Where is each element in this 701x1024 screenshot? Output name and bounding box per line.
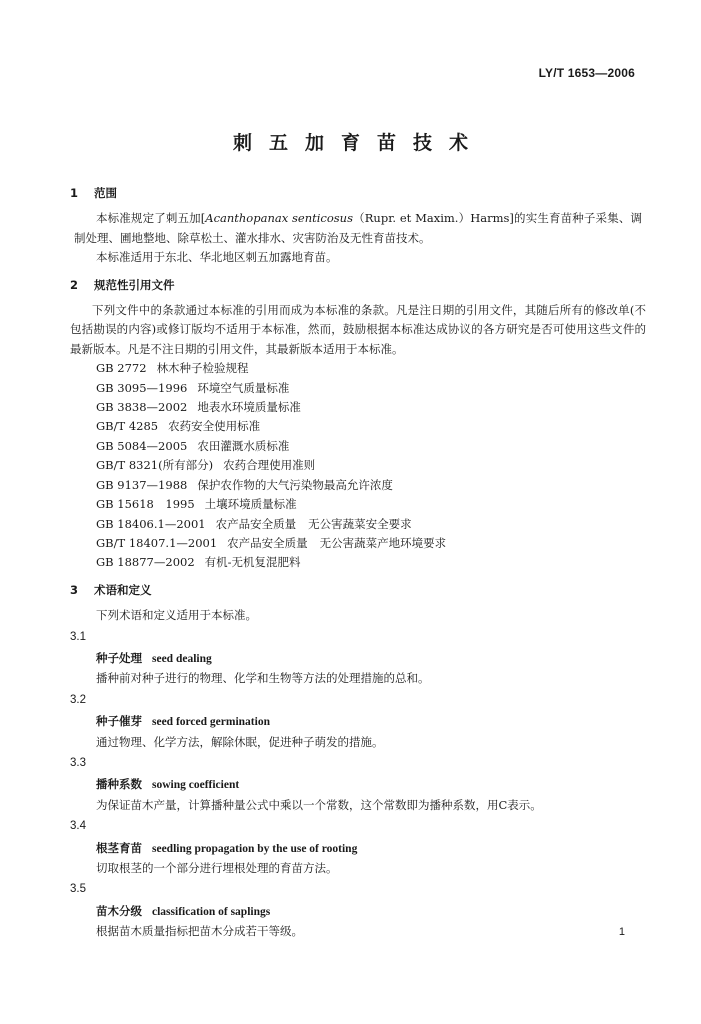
section-title: 规范性引用文件 xyxy=(94,277,175,292)
term-entry-3-5 xyxy=(70,880,642,941)
scope-text-b: （Rupr. et Maxim.）Harms]的实生育苗种子采集、调制处理、圃地整地、除草松土、灌水排水、灾害防治及无性育苗技术。 xyxy=(74,211,642,245)
term-cn: 种子处理 xyxy=(96,650,142,665)
reference-title: 地表水环境质量标准 xyxy=(197,400,301,415)
reference-title: 农产品安全质量 xyxy=(215,516,297,531)
reference-code: GB 3838—2002 xyxy=(96,400,188,415)
standard-code: LY/T 1653—2006 xyxy=(538,66,635,80)
term-number: 3.3 xyxy=(70,756,86,769)
reference-title: 林木种子检验规程 xyxy=(156,361,249,376)
section-title: 范围 xyxy=(94,186,117,200)
reference-title: 环境空气质量标准 xyxy=(197,380,290,395)
reference-title: 农田灌溉水质标准 xyxy=(197,438,290,453)
scope-text-a: 本标准规定了刺五加[ xyxy=(96,211,206,226)
reference-code: GB/T 8321(所有部分) xyxy=(96,458,214,473)
reference-code: GB 3095—1996 xyxy=(96,380,188,395)
reference-code: GB 18877—2002 xyxy=(96,555,195,570)
reference-title: 土壤环境质量标准 xyxy=(204,497,297,512)
document-title: 刺五加育苗技术 xyxy=(232,132,485,154)
reference-title: 保护农作物的大气污染物最高允许浓度 xyxy=(197,477,393,492)
term-en: seedling propagation by the use of rooting xyxy=(152,842,358,855)
term-definition: 通过物理、化学方法，解除休眠，促进种子萌发的措施。 xyxy=(96,734,384,749)
section-2-heading xyxy=(70,276,642,295)
reference-code: GB 5084—2005 xyxy=(96,438,188,453)
term-heading xyxy=(74,775,642,795)
reference-code: GB 18406.1—2001 xyxy=(96,516,206,531)
term-number: 3.1 xyxy=(70,630,86,643)
reference-item xyxy=(74,534,642,553)
reference-subtitle: 无公害蔬菜安全要求 xyxy=(308,516,412,531)
reference-item xyxy=(74,398,642,417)
term-heading xyxy=(74,902,642,922)
reference-code: GB 2772 xyxy=(96,361,147,376)
terms-intro: 下列术语和定义适用于本标准。 xyxy=(96,608,257,623)
reference-code: GB/T 18407.1—2001 xyxy=(96,535,218,550)
term-number: 3.5 xyxy=(70,883,86,896)
reference-item xyxy=(74,495,642,514)
term-cn: 播种系数 xyxy=(96,777,142,792)
reference-subtitle: 无公害蔬菜产地环境要求 xyxy=(319,535,447,550)
reference-title: 农药合理使用准则 xyxy=(223,458,316,473)
term-definition: 为保证苗木产量，计算播种量公式中乘以一个常数，这个常数即为播种系数，用C表示。 xyxy=(96,797,542,812)
reference-item xyxy=(74,476,642,495)
term-number: 3.2 xyxy=(70,693,86,706)
page-number: 1 xyxy=(618,926,625,938)
reference-title: 农产品安全质量 xyxy=(227,535,308,550)
reference-item xyxy=(74,417,642,436)
term-entry-3-1 xyxy=(70,628,642,689)
reference-item xyxy=(74,456,642,475)
reference-title: 有机-无机复混肥料 xyxy=(204,555,301,570)
term-cn: 根茎育苗 xyxy=(96,840,142,855)
term-en: seed dealing xyxy=(152,652,212,665)
scope-paragraph-2: 本标准适用于东北、华北地区刺五加露地育苗。 xyxy=(96,250,338,265)
section-number: 1 xyxy=(70,186,79,200)
reference-item xyxy=(74,379,642,398)
reference-code: GB/T 4285 xyxy=(96,419,159,434)
term-cn: 种子催芽 xyxy=(96,714,142,729)
term-definition: 根据苗木质量指标把苗木分成若干等级。 xyxy=(96,924,303,939)
section-number: 3 xyxy=(70,582,79,597)
reference-item xyxy=(74,553,642,572)
section-1-heading xyxy=(70,184,642,203)
term-heading xyxy=(74,712,642,732)
reference-code: GB 9137—1988 xyxy=(96,477,188,492)
reference-item xyxy=(74,515,642,534)
term-en: classification of saplings xyxy=(152,905,271,918)
references-intro: 下列文件中的条款通过本标准的引用而成为本标准的条款。凡是注日期的引用文件，其随后所有的修改单(不包括勘误的内容)或修订版均不适用于本标准，然而，鼓励根据本标准达成协议的各方研究是否可使用这些文件的最新版本。凡是不注日期的引用文件，其最新版本适用于本标准。 xyxy=(70,303,646,356)
latin-name: Acanthopanax senticosus xyxy=(205,211,353,226)
section-title: 术语和定义 xyxy=(94,582,152,597)
section-3-heading xyxy=(70,581,642,600)
reference-code: GB 15618 1995 xyxy=(96,497,195,512)
term-entry-3-2 xyxy=(70,691,642,752)
term-number: 3.4 xyxy=(70,820,86,833)
term-definition: 播种前对种子进行的物理、化学和生物等方法的处理措施的总和。 xyxy=(96,671,430,686)
reference-list xyxy=(74,359,642,572)
term-heading xyxy=(74,649,642,669)
term-cn: 苗木分级 xyxy=(96,903,142,918)
term-entry-3-3 xyxy=(70,754,642,815)
term-definition: 切取根茎的一个部分进行埋根处理的育苗方法。 xyxy=(96,861,338,875)
section-number: 2 xyxy=(70,277,79,292)
reference-item xyxy=(74,359,642,378)
term-heading xyxy=(74,839,642,859)
term-entry-3-4 xyxy=(70,817,642,878)
term-en: sowing coefficient xyxy=(152,779,240,792)
term-en: seed forced germination xyxy=(152,716,270,729)
reference-item xyxy=(74,437,642,456)
reference-title: 农药安全使用标准 xyxy=(168,419,261,434)
scope-paragraph-1 xyxy=(74,209,642,248)
document-body xyxy=(70,184,646,942)
